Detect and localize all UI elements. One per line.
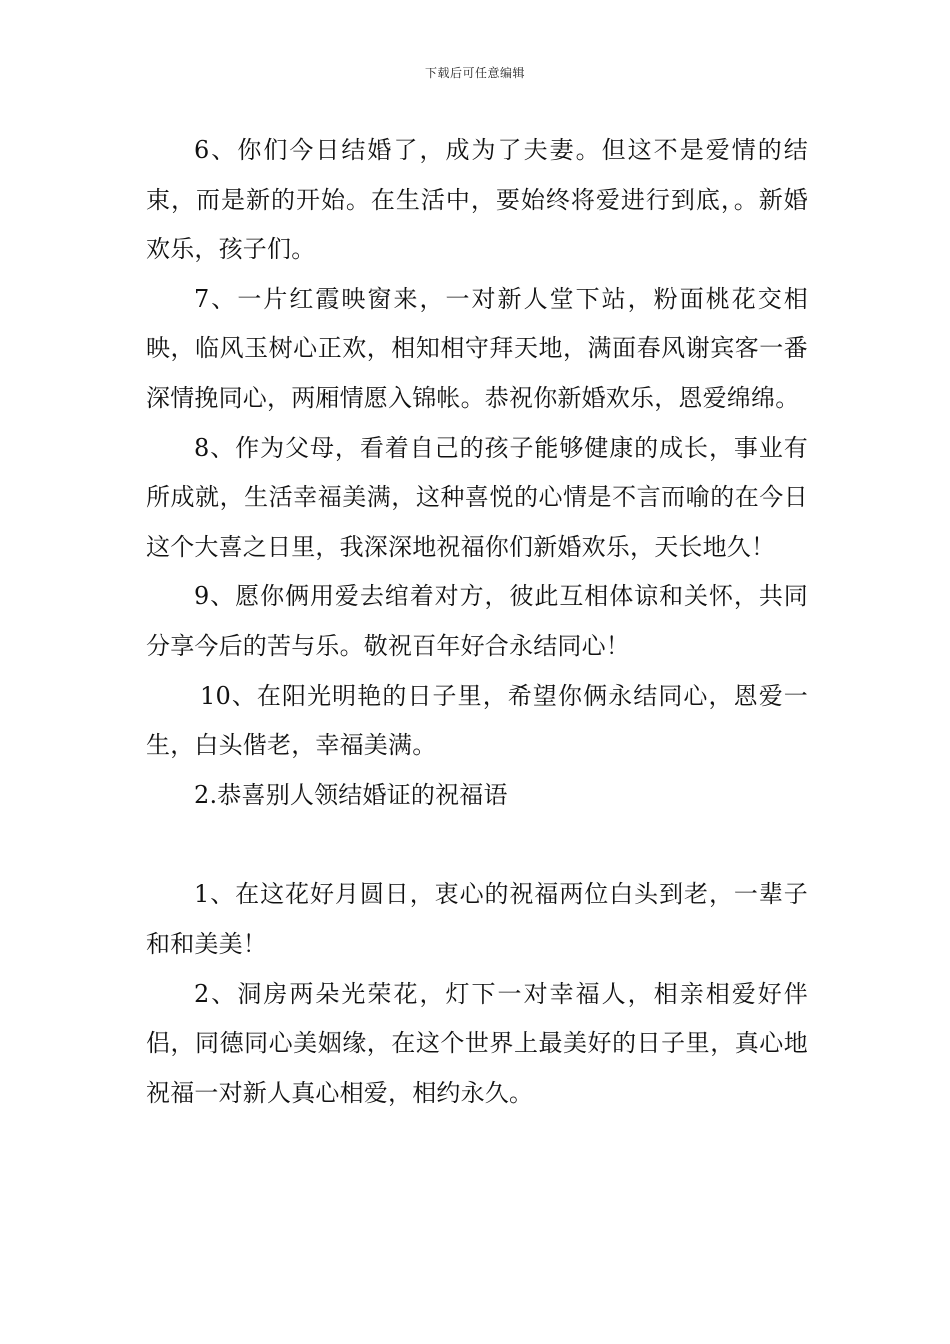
paragraph-item-10: 10、在阳光明艳的日子里，希望你俩永结同心，恩爱一生，白头偕老，幸福美满。 [146, 681, 808, 760]
paragraph-item-8: 8、作为父母，看着自己的孩子能够健康的成长，事业有所成就，生活幸福美满，这种喜悦的心情是不言而喻的在今日这个大喜之日里，我深深地祝福你们新婚欢乐，天长地久！ [146, 433, 808, 561]
section-heading: 2.恭喜别人领结婚证的祝福语 [194, 780, 508, 809]
paragraph-item-9: 9、愿你俩用爱去绾着对方，彼此互相体谅和关怀，共同分享今后的苦与乐。敬祝百年好合永结同心！ [146, 582, 808, 660]
paragraph-item-7: 7、一片红霞映窗来，一对新人堂下站，粉面桃花交相映，临风玉树心正欢，相知相守拜天地，满面春风谢宾客一番深情挽同心，两厢情愿入锦帐。恭祝你新婚欢乐，恩爱绵绵。 [146, 284, 808, 412]
paragraph-item-2: 2、洞房两朵光荣花，灯下一对幸福人，相亲相爱好伴侣，同德同心美姻缘，在这个世界上最美好的日子里，真心地祝福一对新人真心相爱，相约永久。 [146, 979, 808, 1107]
document-body [146, 126, 808, 1118]
header-note: 下载后可任意编辑 [424, 66, 525, 80]
paragraph-item-6: 6、你们今日结婚了，成为了夫妻。但这不是爱情的结束，而是新的开始。在生活中，要始终将爱进行到底，。新婚欢乐，孩子们。 [146, 136, 808, 264]
paragraph-item-1: 1、在这花好月圆日，衷心的祝福两位白头到老，一辈子和和美美！ [146, 880, 808, 958]
